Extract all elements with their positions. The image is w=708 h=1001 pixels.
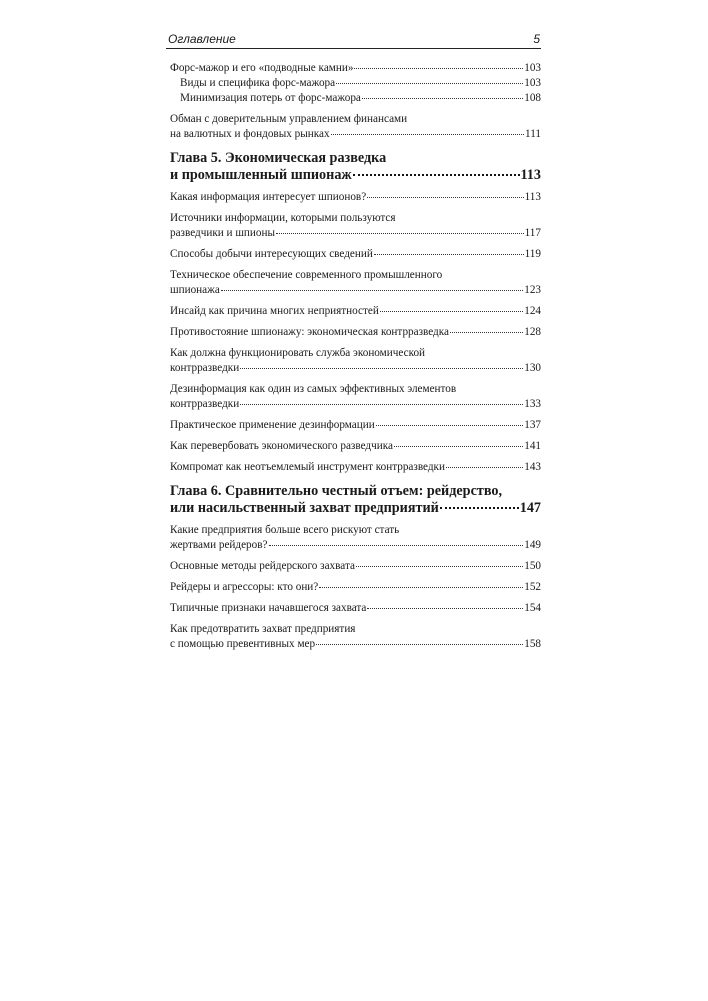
toc-entry-text: Какая информация интересует шпионов? (170, 191, 367, 203)
toc-entry-text: Компромат как неотъемлемый инструмент контрразведки (170, 461, 445, 473)
toc-entry[interactable] (170, 382, 541, 412)
toc-page-number: 124 (524, 305, 541, 317)
toc-page-number: 113 (520, 167, 541, 183)
toc-entry-text: Противостояние шпионажу: экономическая контрразведка (170, 326, 449, 338)
toc-page-number: 119 (524, 248, 541, 260)
toc-entry-text: Глава 6. Сравнительно честный отъем: рейдерство, (170, 483, 503, 499)
toc-page-number: 147 (519, 500, 541, 516)
toc-page-number: 111 (525, 128, 541, 140)
running-header (166, 31, 541, 49)
dot-leader (240, 404, 523, 405)
toc-entry-text: Инсайд как причина многих неприятностей (170, 305, 379, 317)
toc-page-number: 113 (524, 191, 541, 203)
toc-entry-text: контрразведки (170, 362, 240, 374)
toc-chapter[interactable] (170, 483, 541, 517)
toc-entry-text: Как предотвратить захват предприятия (170, 623, 356, 635)
toc-page-number: 103 (524, 77, 541, 89)
toc-entry-text: Виды и специфика форс-мажора (180, 77, 336, 89)
toc-entry-text: Дезинформация как один из самых эффективных элементов (170, 383, 457, 395)
toc-entry[interactable] (170, 211, 541, 241)
toc-page-number: 150 (524, 560, 541, 572)
toc-entry-text: Способы добычи интересующих сведений (170, 248, 373, 260)
dot-leader (269, 545, 524, 546)
toc-page-number: 103 (524, 62, 541, 74)
dot-leader (380, 311, 523, 312)
toc-entry-text: Как должна функционировать служба экономической (170, 347, 426, 359)
dot-leader (362, 98, 523, 99)
dot-leader (353, 174, 520, 176)
toc-entry[interactable] (170, 580, 541, 595)
dot-leader (450, 332, 523, 333)
header-page-number: 5 (533, 32, 540, 46)
toc-entry[interactable] (170, 190, 541, 205)
toc-entry[interactable] (170, 460, 541, 475)
toc-page-number: 137 (524, 419, 541, 431)
toc-page-number: 158 (524, 638, 541, 650)
toc-page-number: 128 (524, 326, 541, 338)
toc-page-number: 154 (524, 602, 541, 614)
toc-entry-text: Обман с доверительным управлением финансами (170, 113, 408, 125)
toc-entry[interactable] (170, 523, 541, 553)
toc-entry-text: Рейдеры и агрессоры: кто они? (170, 581, 319, 593)
toc-entry[interactable] (170, 559, 541, 574)
dot-leader (356, 566, 523, 567)
toc-entry-text: и промышленный шпионаж (170, 167, 352, 183)
dot-leader (376, 425, 524, 426)
toc-entry[interactable] (170, 247, 541, 262)
toc-entry-text: Какие предприятия больше всего рискуют стать (170, 524, 400, 536)
toc-page-number: 152 (524, 581, 541, 593)
toc-entry[interactable] (170, 112, 541, 142)
toc-entry-text: разведчики и шпионы (170, 227, 276, 239)
toc-entry-text: шпионажа (170, 284, 220, 296)
toc-entry-text: Минимизация потерь от форс-мажора (180, 92, 361, 104)
dot-leader (316, 644, 523, 645)
toc-page-number: 141 (524, 440, 541, 452)
toc-entry-text: Как перевербовать экономического разведчика (170, 440, 393, 452)
dot-leader (336, 83, 523, 84)
toc-entry-text: Техническое обеспечение современного промышленного (170, 269, 443, 281)
toc-page-number: 117 (524, 227, 541, 239)
toc-entry[interactable] (170, 601, 541, 616)
dot-leader (440, 507, 519, 509)
toc-entry-text: жертвами рейдеров? (170, 539, 268, 551)
toc-page-number: 130 (524, 362, 541, 374)
toc-entry-text: Источники информации, которыми пользуются (170, 212, 396, 224)
dot-leader (367, 197, 523, 198)
dot-leader (354, 68, 523, 69)
dot-leader (446, 467, 523, 468)
toc-entry[interactable] (170, 304, 541, 319)
toc-entry[interactable] (170, 268, 541, 298)
header-title: Оглавление (168, 32, 236, 46)
toc-page-number: 108 (524, 92, 541, 104)
toc-entry-text: Основные методы рейдерского захвата (170, 560, 355, 572)
toc-entry-text: контрразведки (170, 398, 240, 410)
toc-entry-text: на валютных и фондовых рынках (170, 128, 330, 140)
toc-entry-text: Форс-мажор и его «подводные камни» (170, 62, 354, 74)
dot-leader (240, 368, 523, 369)
toc-entry-text: с помощью превентивных мер (170, 638, 316, 650)
toc-entry-text: или насильственный захват предприятий (170, 500, 439, 516)
dot-leader (367, 608, 523, 609)
toc-page-number: 143 (524, 461, 541, 473)
toc-entry[interactable] (170, 91, 541, 106)
toc-entry[interactable] (170, 418, 541, 433)
toc-entry[interactable] (170, 346, 541, 376)
toc-entry-text: Глава 5. Экономическая разведка (170, 150, 387, 166)
toc-page-number: 149 (524, 539, 541, 551)
toc-entry[interactable] (170, 76, 541, 91)
toc-entry[interactable] (170, 439, 541, 454)
table-of-contents (170, 61, 541, 658)
toc-chapter[interactable] (170, 150, 541, 184)
dot-leader (319, 587, 523, 588)
toc-entry[interactable] (170, 622, 541, 652)
dot-leader (221, 290, 523, 291)
toc-entry[interactable] (170, 325, 541, 340)
toc-entry-text: Практическое применение дезинформации (170, 419, 375, 431)
dot-leader (374, 254, 524, 255)
toc-entry-text: Типичные признаки начавшегося захвата (170, 602, 367, 614)
dot-leader (394, 446, 523, 447)
dot-leader (331, 134, 525, 135)
toc-entry[interactable] (170, 61, 541, 76)
dot-leader (276, 233, 524, 234)
toc-page-number: 133 (524, 398, 541, 410)
toc-page-number: 123 (524, 284, 541, 296)
